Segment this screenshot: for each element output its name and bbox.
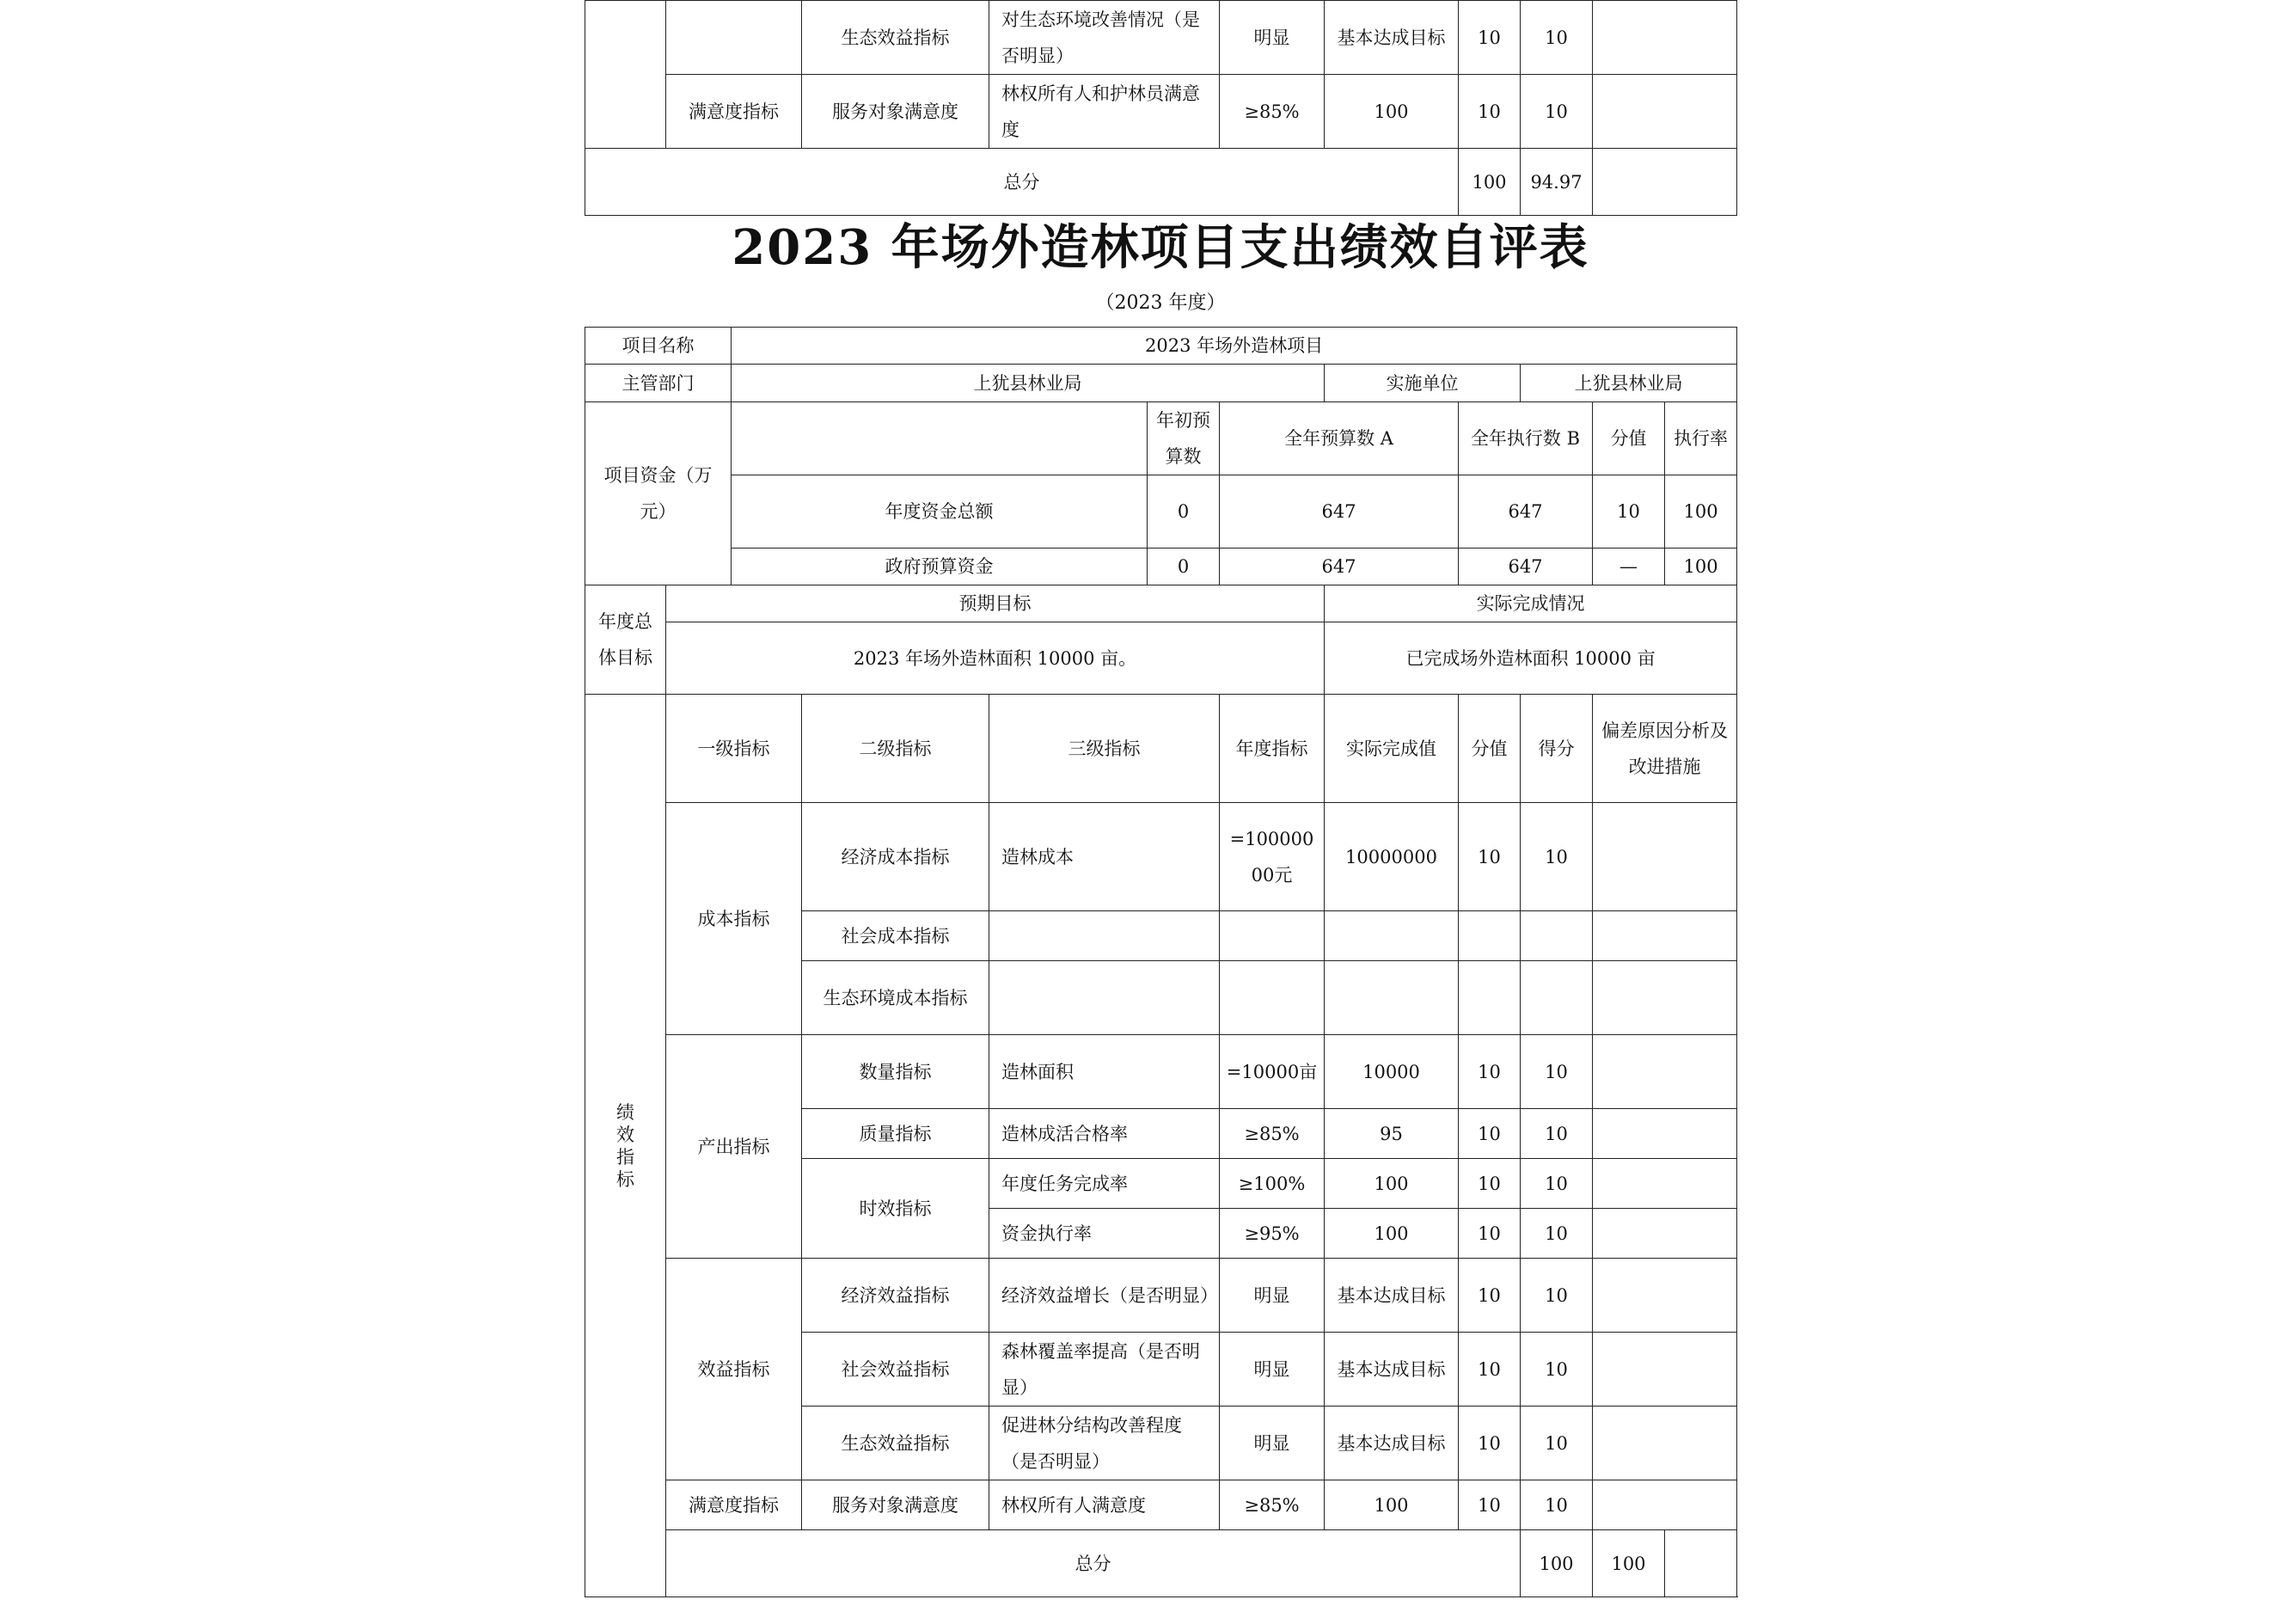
reason-cell <box>1593 1035 1737 1109</box>
l2-cell: 经济效益指标 <box>802 1259 989 1333</box>
h-l3: 三级指标 <box>989 695 1220 803</box>
actual-cell: 100 <box>1325 1159 1459 1209</box>
l3-cell: 促进林分结构改善程度（是否明显） <box>989 1407 1220 1480</box>
reason-cell <box>1593 75 1737 149</box>
score-cell: 10 <box>1521 1333 1593 1407</box>
weight-cell: 10 <box>1459 1407 1521 1480</box>
funds-h-rate: 执行率 <box>1665 402 1737 475</box>
l2-cell: 时效指标 <box>802 1159 989 1259</box>
benefit-l1: 效益指标 <box>666 1259 802 1480</box>
funds-weight: — <box>1593 549 1665 585</box>
l2-cell: 服务对象满意度 <box>802 75 989 149</box>
l3-cell: 对生态环境改善情况（是否明显） <box>989 1 1220 75</box>
target-cell: =10000000元 <box>1220 803 1325 911</box>
funds-annual: 647 <box>1220 475 1459 549</box>
l3-cell: 林权所有人满意度 <box>989 1480 1220 1530</box>
l2-cell: 质量指标 <box>802 1109 989 1159</box>
target-cell <box>1220 911 1325 961</box>
target-cell: ≥85% <box>1220 1480 1325 1530</box>
actual-cell: 基本达成目标 <box>1325 1 1459 75</box>
dept-label: 主管部门 <box>585 365 732 402</box>
actual-cell <box>1325 911 1459 961</box>
h-actual: 实际完成值 <box>1325 695 1459 803</box>
funds-rate: 100 <box>1665 475 1737 549</box>
total-score: 100 <box>1593 1530 1665 1597</box>
funds-h-executed: 全年执行数 B <box>1459 402 1593 475</box>
funds-rate: 100 <box>1665 549 1737 585</box>
l3-cell: 林权所有人和护林员满意度 <box>989 75 1220 149</box>
goal-actual-label: 实际完成情况 <box>1325 585 1737 622</box>
l2-cell: 社会效益指标 <box>802 1333 989 1407</box>
l2-cell: 数量指标 <box>802 1035 989 1109</box>
impl-value: 上犹县林业局 <box>1521 365 1737 402</box>
score-cell: 10 <box>1521 1407 1593 1480</box>
goal-expected-label: 预期目标 <box>666 585 1325 622</box>
target-cell: 明显 <box>1220 1 1325 75</box>
reason-cell <box>1593 1 1737 75</box>
l2-cell: 服务对象满意度 <box>802 1480 989 1530</box>
l3-cell <box>989 911 1220 961</box>
target-cell: ≥85% <box>1220 75 1325 149</box>
h-score: 得分 <box>1521 695 1593 803</box>
funds-h-initial: 年初预算数 <box>1148 402 1220 475</box>
weight-cell: 10 <box>1459 1259 1521 1333</box>
funds-h-weight: 分值 <box>1593 402 1665 475</box>
h-target: 年度指标 <box>1220 695 1325 803</box>
l3-cell: 造林面积 <box>989 1035 1220 1109</box>
reason-cell <box>1593 1480 1737 1530</box>
total-weight: 100 <box>1459 149 1521 216</box>
score-cell: 10 <box>1521 1209 1593 1259</box>
h-weight: 分值 <box>1459 695 1521 803</box>
dept-value: 上犹县林业局 <box>732 365 1325 402</box>
total-score: 94.97 <box>1521 149 1593 216</box>
funds-initial: 0 <box>1148 475 1220 549</box>
actual-cell: 100 <box>1325 1209 1459 1259</box>
actual-cell: 10000 <box>1325 1035 1459 1109</box>
l2-cell: 社会成本指标 <box>802 911 989 961</box>
l3-cell: 资金执行率 <box>989 1209 1220 1259</box>
funds-executed: 647 <box>1459 475 1593 549</box>
l3-cell: 经济效益增长（是否明显） <box>989 1259 1220 1333</box>
weight-cell <box>1459 911 1521 961</box>
actual-cell: 95 <box>1325 1109 1459 1159</box>
funds-label: 项目资金（万元） <box>585 402 732 585</box>
funds-row-name: 年度资金总额 <box>732 475 1148 549</box>
impl-label: 实施单位 <box>1325 365 1521 402</box>
l3-cell: 森林覆盖率提高（是否明显） <box>989 1333 1220 1407</box>
reason-cell <box>1593 1109 1737 1159</box>
reason-cell <box>1593 803 1737 911</box>
weight-cell: 10 <box>1459 1035 1521 1109</box>
reason-cell <box>1593 1209 1737 1259</box>
perf-label-cont <box>585 1 666 149</box>
h-reason: 偏差原因分析及改进措施 <box>1593 695 1737 803</box>
score-cell: 10 <box>1521 1259 1593 1333</box>
actual-cell <box>1325 961 1459 1035</box>
target-cell: =10000亩 <box>1220 1035 1325 1109</box>
weight-cell: 10 <box>1459 75 1521 149</box>
total-weight: 100 <box>1521 1530 1593 1597</box>
score-cell: 10 <box>1521 1 1593 75</box>
score-cell <box>1521 961 1593 1035</box>
score-cell: 10 <box>1521 1159 1593 1209</box>
l2-cell: 经济成本指标 <box>802 803 989 911</box>
goal-actual: 已完成场外造林面积 10000 亩 <box>1325 622 1737 695</box>
weight-cell <box>1459 961 1521 1035</box>
funds-weight: 10 <box>1593 475 1665 549</box>
score-cell: 10 <box>1521 1035 1593 1109</box>
weight-cell: 10 <box>1459 1159 1521 1209</box>
funds-row-name: 政府预算资金 <box>732 549 1148 585</box>
performance-table <box>585 327 1737 1597</box>
project-name: 2023 年场外造林项目 <box>732 328 1737 365</box>
target-cell: 明显 <box>1220 1333 1325 1407</box>
page-title: 2023 年场外造林项目支出绩效自评表 <box>732 219 1589 276</box>
reason-cell <box>1593 1159 1737 1209</box>
goal-expected: 2023 年场外造林面积 10000 亩。 <box>666 622 1325 695</box>
actual-cell: 基本达成目标 <box>1325 1407 1459 1480</box>
score-cell: 10 <box>1521 75 1593 149</box>
actual-cell: 基本达成目标 <box>1325 1259 1459 1333</box>
actual-cell: 100 <box>1325 75 1459 149</box>
weight-cell: 10 <box>1459 1 1521 75</box>
goal-label: 年度总体目标 <box>585 585 666 695</box>
weight-cell: 10 <box>1459 803 1521 911</box>
weight-cell: 10 <box>1459 1209 1521 1259</box>
reason-cell <box>1593 1333 1737 1407</box>
reason-cell <box>1593 1407 1737 1480</box>
target-cell: 明显 <box>1220 1407 1325 1480</box>
reason-cell <box>1593 1259 1737 1333</box>
funds-blank <box>732 402 1148 475</box>
l2-cell: 生态效益指标 <box>802 1407 989 1480</box>
funds-executed: 647 <box>1459 549 1593 585</box>
funds-annual: 647 <box>1220 549 1459 585</box>
funds-h-annual: 全年预算数 A <box>1220 402 1459 475</box>
h-l2: 二级指标 <box>802 695 989 803</box>
total-reason <box>1665 1530 1737 1597</box>
l2-cell: 生态环境成本指标 <box>802 961 989 1035</box>
perf-label-text: 绩效指标 <box>616 1101 634 1190</box>
target-cell: ≥85% <box>1220 1109 1325 1159</box>
weight-cell: 10 <box>1459 1333 1521 1407</box>
page-year: （2023 年度） <box>1095 292 1226 314</box>
actual-cell: 10000000 <box>1325 803 1459 911</box>
weight-cell: 10 <box>1459 1480 1521 1530</box>
l3-cell: 造林成活合格率 <box>989 1109 1220 1159</box>
target-cell <box>1220 961 1325 1035</box>
l3-cell: 年度任务完成率 <box>989 1159 1220 1209</box>
actual-cell: 100 <box>1325 1480 1459 1530</box>
perf-label <box>585 695 666 1597</box>
l2-cell: 生态效益指标 <box>802 1 989 75</box>
score-cell <box>1521 911 1593 961</box>
l3-cell: 造林成本 <box>989 803 1220 911</box>
score-cell: 10 <box>1521 1109 1593 1159</box>
project-name-label: 项目名称 <box>585 328 732 365</box>
satisfaction-l1: 满意度指标 <box>666 1480 802 1530</box>
l3-cell <box>989 961 1220 1035</box>
total-label: 总分 <box>666 1530 1521 1597</box>
score-cell: 10 <box>1521 803 1593 911</box>
previous-table-fragment <box>585 0 1737 216</box>
l1-cell: 满意度指标 <box>666 75 802 149</box>
reason-cell <box>1593 961 1737 1035</box>
target-cell: ≥100% <box>1220 1159 1325 1209</box>
output-l1: 产出指标 <box>666 1035 802 1259</box>
total-label: 总分 <box>585 149 1459 216</box>
score-cell: 10 <box>1521 1480 1593 1530</box>
reason-cell <box>1593 911 1737 961</box>
total-reason <box>1593 149 1737 216</box>
target-cell: ≥95% <box>1220 1209 1325 1259</box>
l1-cont <box>666 1 802 75</box>
actual-cell: 基本达成目标 <box>1325 1333 1459 1407</box>
funds-initial: 0 <box>1148 549 1220 585</box>
weight-cell: 10 <box>1459 1109 1521 1159</box>
target-cell: 明显 <box>1220 1259 1325 1333</box>
cost-l1: 成本指标 <box>666 803 802 1035</box>
h-l1: 一级指标 <box>666 695 802 803</box>
